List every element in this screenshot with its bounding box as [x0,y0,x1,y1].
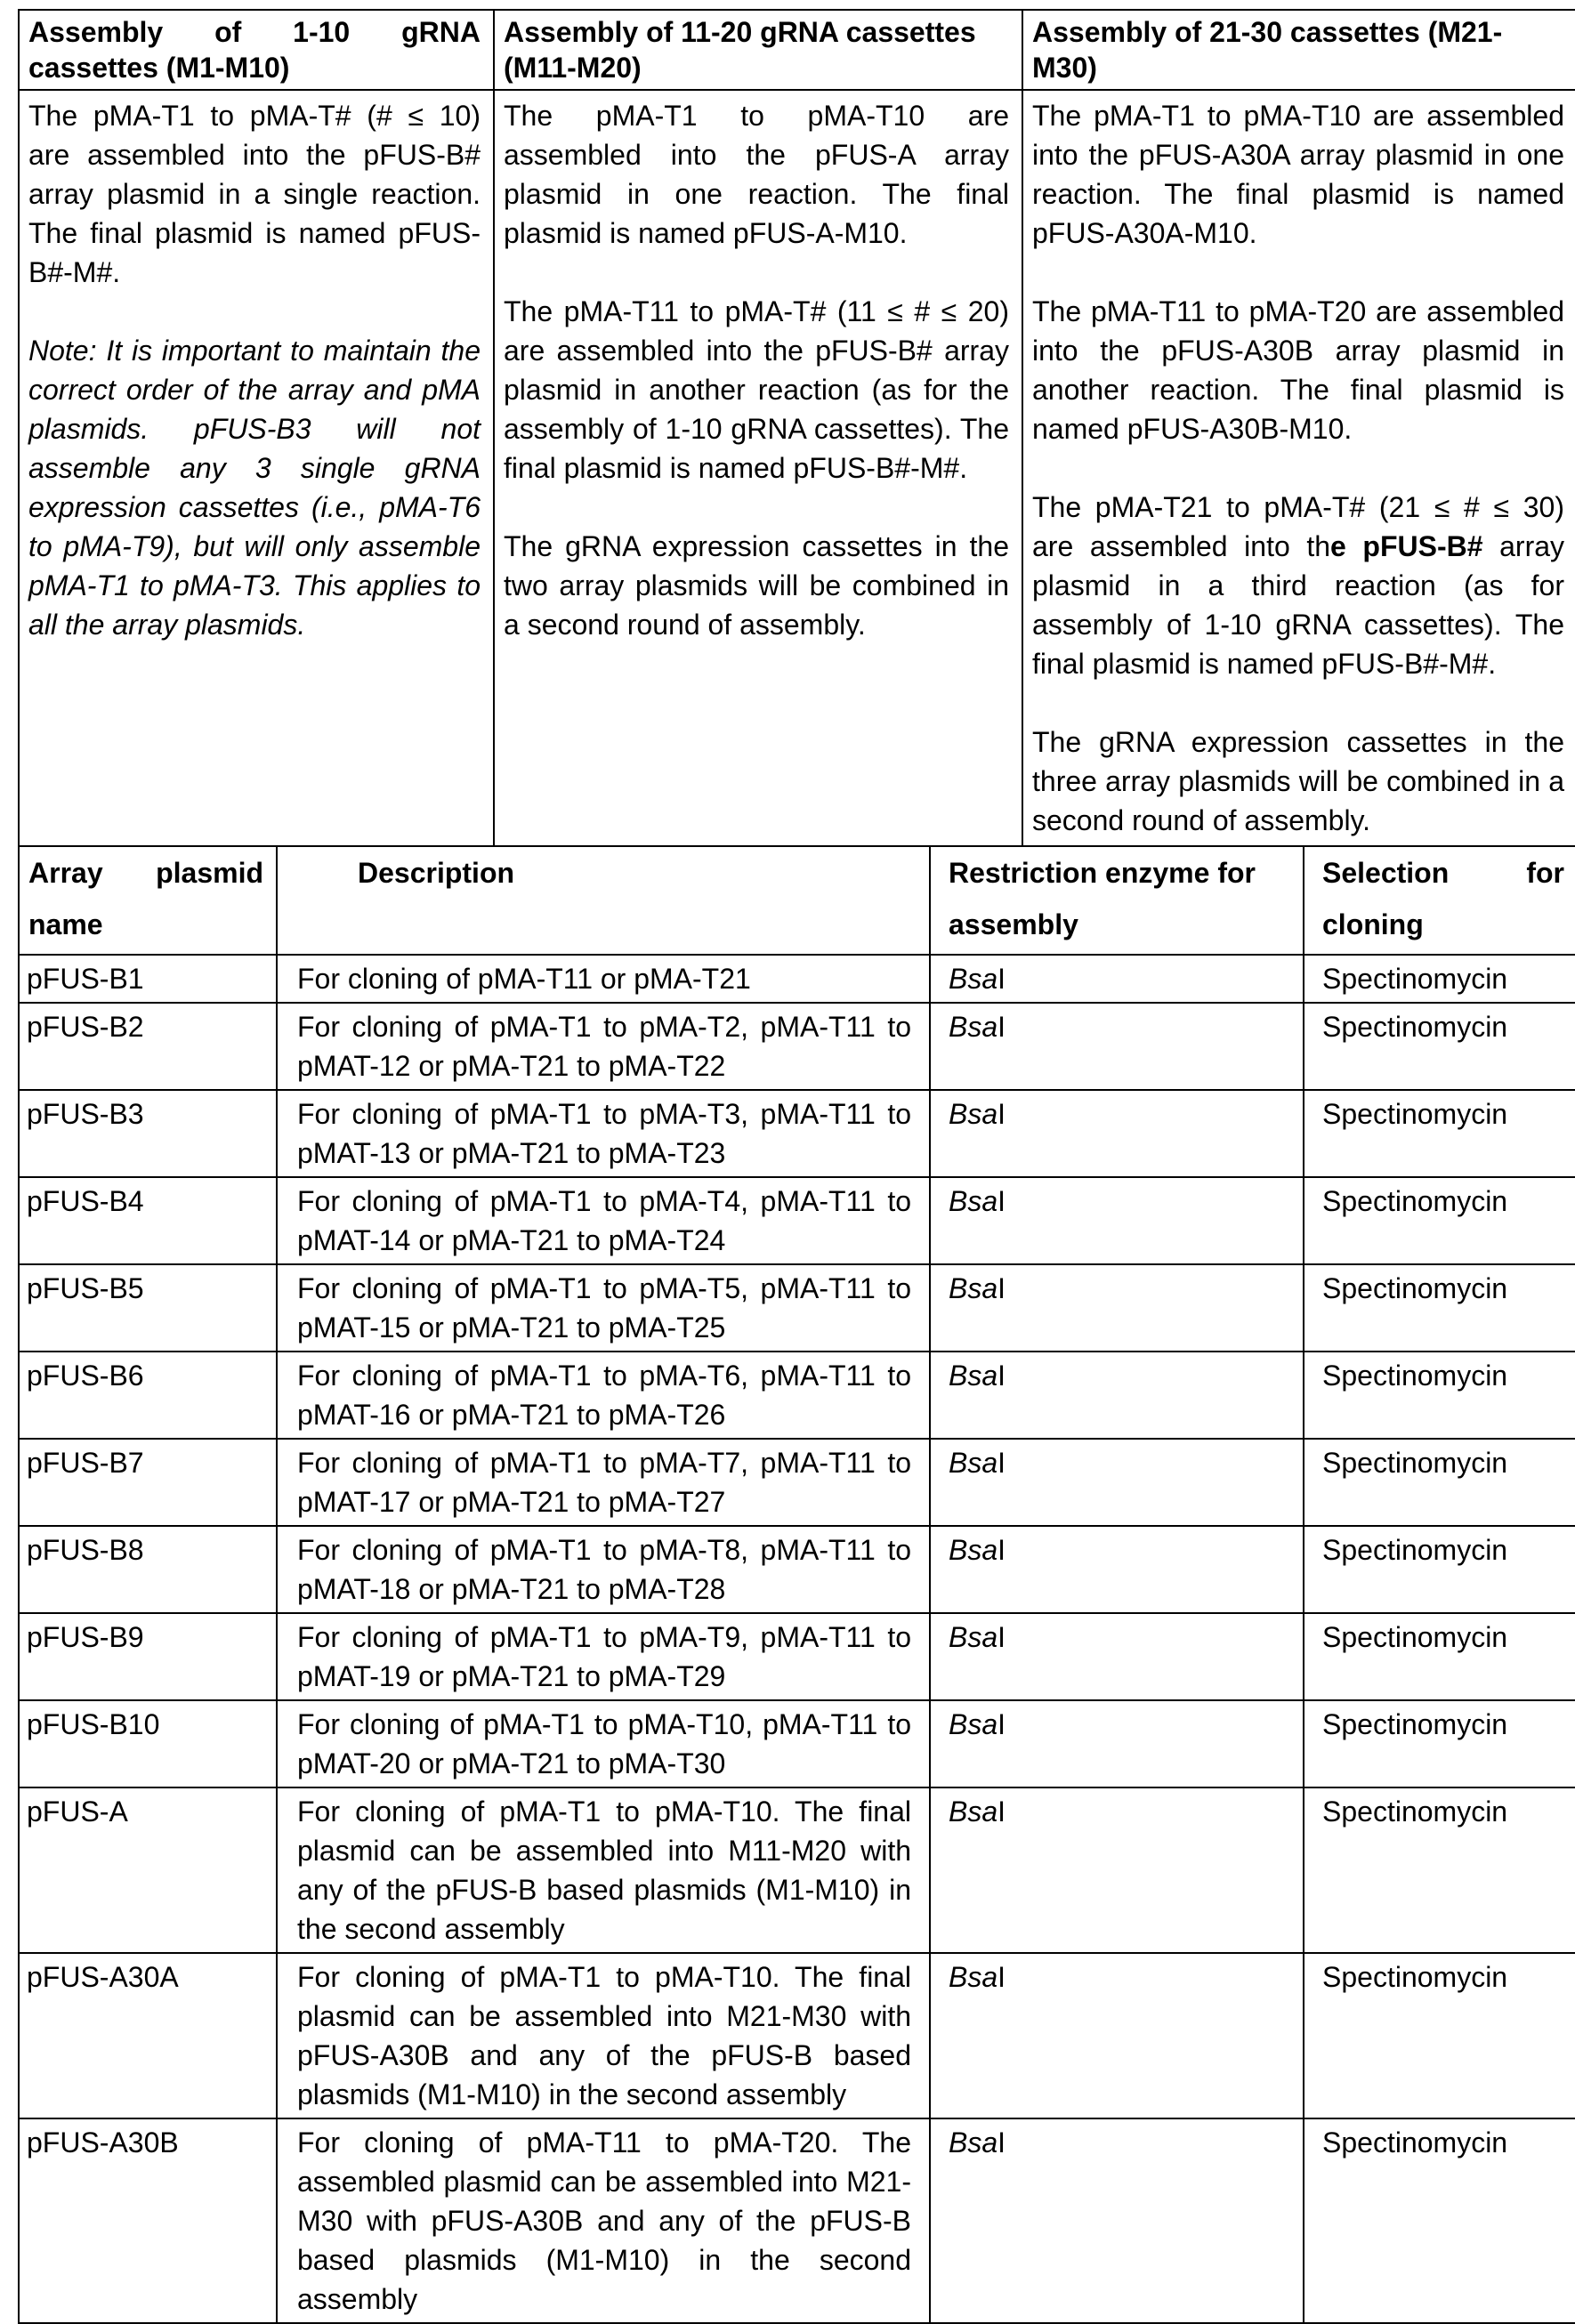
plasmid-description: For cloning of pMA-T11 or pMA-T21 [277,955,930,1003]
selection-marker: Spectinomycin [1304,1090,1575,1177]
paragraph: The pMA-T1 to pMA-T# (# ≤ 10) are assembled into the pFUS-B# array plasmid in a single reaction. The final plasmid is named pFUS-B#-M#. [28,100,481,288]
table-row [19,1953,1575,2118]
header-restriction-enzyme: Restriction enzyme for assembly [930,846,1304,955]
table-row [19,1352,1575,1439]
plasmid-description: For cloning of pMA-T1 to pMA-T5, pMA-T11 to pMAT-15 or pMA-T21 to pMA-T25 [277,1264,930,1352]
enzyme-suffix: I [998,1272,1006,1304]
plasmid-name: pFUS-A30B [19,2118,277,2323]
plasmid-description: For cloning of pMA-T1 to pMA-T4, pMA-T11 to pMAT-14 or pMA-T21 to pMA-T24 [277,1177,930,1264]
assembly-table [18,9,1575,847]
restriction-enzyme [930,1352,1304,1439]
restriction-enzyme [930,1177,1304,1264]
restriction-enzyme [930,1953,1304,2118]
plasmid-name: pFUS-B8 [19,1526,277,1613]
plasmid-name: pFUS-B3 [19,1090,277,1177]
plasmid-description: For cloning of pMA-T1 to pMA-T10, pMA-T11 to pMAT-20 or pMA-T21 to pMA-T30 [277,1700,930,1787]
table-row [19,1177,1575,1264]
enzyme-italic: Bsa [949,1534,998,1566]
assembly-cell-11-20 [494,90,1022,846]
selection-marker: Spectinomycin [1304,1352,1575,1439]
table-row [19,1439,1575,1526]
paragraph: The pMA-T1 to pMA-T10 are assembled into the pFUS-A30A array plasmid in one reaction. The final plasmid is named pFUS-A30A-M10. [1032,100,1564,249]
plasmid-description: For cloning of pMA-T1 to pMA-T10. The final plasmid can be assembled into M21-M30 with pFUS-A30B and any of the pFUS-B based plasmids (M1-M10) in the second assembly [277,1953,930,2118]
plasmid-name: pFUS-B5 [19,1264,277,1352]
header-description: Description [277,846,930,955]
plasmid-table [18,845,1575,2324]
paragraph: The gRNA expression cassettes in the three array plasmids will be combined in a second round of assembly. [1032,726,1564,836]
plasmid-description: For cloning of pMA-T1 to pMA-T2, pMA-T11 to pMAT-12 or pMA-T21 to pMA-T22 [277,1003,930,1090]
table-row [19,1264,1575,1352]
enzyme-italic: Bsa [949,1961,998,1993]
table-row [19,955,1575,1003]
enzyme-suffix: I [998,1621,1006,1653]
plasmid-header-row [19,846,1575,955]
selection-marker: Spectinomycin [1304,2118,1575,2323]
enzyme-suffix: I [998,1011,1006,1043]
paragraph: The gRNA expression cassettes in the two array plasmids will be combined in a second round of assembly. [504,530,1009,641]
restriction-enzyme [930,1439,1304,1526]
selection-marker: Spectinomycin [1304,1700,1575,1787]
plasmid-description: For cloning of pMA-T1 to pMA-T6, pMA-T11 to pMAT-16 or pMA-T21 to pMA-T26 [277,1352,930,1439]
enzyme-suffix: I [998,1961,1006,1993]
table-row [19,1700,1575,1787]
plasmid-name: pFUS-B6 [19,1352,277,1439]
plasmid-name: pFUS-B2 [19,1003,277,1090]
restriction-enzyme [930,1700,1304,1787]
selection-marker: Spectinomycin [1304,1953,1575,2118]
assembly-cell-21-30 [1022,90,1575,846]
enzyme-italic: Bsa [949,1621,998,1653]
plasmid-name: pFUS-A30A [19,1953,277,2118]
assembly-header-1-10: Assembly of 1-10 gRNA cassettes (M1-M10) [19,10,494,90]
assembly-body-row [19,90,1575,846]
paragraph [1032,488,1564,683]
header-array-plasmid-name: Array plasmid name [19,846,277,955]
restriction-enzyme [930,2118,1304,2323]
enzyme-suffix: I [998,1795,1006,1828]
restriction-enzyme [930,1526,1304,1613]
selection-marker: Spectinomycin [1304,1526,1575,1613]
plasmid-description: For cloning of pMA-T1 to pMA-T9, pMA-T11 to pMAT-19 or pMA-T21 to pMA-T29 [277,1613,930,1700]
restriction-enzyme [930,955,1304,1003]
enzyme-italic: Bsa [949,1098,998,1130]
plasmid-description: For cloning of pMA-T1 to pMA-T7, pMA-T11 to pMAT-17 or pMA-T21 to pMA-T27 [277,1439,930,1526]
enzyme-suffix: I [998,1360,1006,1392]
restriction-enzyme [930,1003,1304,1090]
plasmid-name: pFUS-B7 [19,1439,277,1526]
paragraph: The pMA-T11 to pMA-T20 are assembled into the pFUS-A30B array plasmid in another reaction. The final plasmid is named pFUS-A30B-M10. [1032,295,1564,445]
plasmid-description: For cloning of pMA-T1 to pMA-T10. The final plasmid can be assembled into M11-M20 with any of the pFUS-B based plasmids (M1-M10) in the second assembly [277,1787,930,1953]
enzyme-suffix: I [998,1447,1006,1479]
enzyme-italic: Bsa [949,1011,998,1043]
table-row [19,1003,1575,1090]
plasmid-description: For cloning of pMA-T1 to pMA-T8, pMA-T11 to pMAT-18 or pMA-T21 to pMA-T28 [277,1526,930,1613]
enzyme-suffix: I [998,1098,1006,1130]
selection-marker: Spectinomycin [1304,955,1575,1003]
enzyme-italic: Bsa [949,1795,998,1828]
assembly-cell-1-10 [19,90,494,846]
note-paragraph: Note: It is important to maintain the correct order of the array and pMA plasmids. pFUS-B3 will not assemble any 3 single gRNA expression cassettes (i.e., pMA-T6 to pMA-T9), but will only assemble pMA-T1 to pMA-T3. This applies to all the array plasmids. [28,335,481,641]
selection-marker: Spectinomycin [1304,1439,1575,1526]
enzyme-italic: Bsa [949,1272,998,1304]
enzyme-italic: Bsa [949,2126,998,2159]
assembly-header-row [19,10,1575,90]
enzyme-suffix: I [998,1534,1006,1566]
header-selection: Selection for cloning [1304,846,1575,955]
selection-marker: Spectinomycin [1304,1003,1575,1090]
plasmid-name: pFUS-B10 [19,1700,277,1787]
table-row [19,2118,1575,2323]
plasmid-description: For cloning of pMA-T11 to pMA-T20. The assembled plasmid can be assembled into M21-M30 with pFUS-A30B and any of the pFUS-B based plasmids (M1-M10) in the second assembly [277,2118,930,2323]
plasmid-name: pFUS-B4 [19,1177,277,1264]
table-row [19,1787,1575,1953]
paragraph: The pMA-T11 to pMA-T# (11 ≤ # ≤ 20) are assembled into the pFUS-B# array plasmid in another reaction (as for the assembly of 1-10 gRNA cassettes). The final plasmid is named pFUS-B#-M#. [504,295,1009,484]
enzyme-suffix: I [998,963,1006,995]
enzyme-suffix: I [998,1185,1006,1217]
restriction-enzyme [930,1787,1304,1953]
plasmid-name: pFUS-B9 [19,1613,277,1700]
plasmid-description: For cloning of pMA-T1 to pMA-T3, pMA-T11 to pMAT-13 or pMA-T21 to pMA-T23 [277,1090,930,1177]
plasmid-name: pFUS-B1 [19,955,277,1003]
plasmid-rows [19,955,1575,2323]
bold-text-run: e pFUS-B# [1330,530,1483,562]
assembly-header-11-20: Assembly of 11-20 gRNA cassettes (M11-M20) [494,10,1022,90]
enzyme-suffix: I [998,2126,1006,2159]
restriction-enzyme [930,1090,1304,1177]
restriction-enzyme [930,1613,1304,1700]
selection-marker: Spectinomycin [1304,1787,1575,1953]
assembly-header-21-30: Assembly of 21-30 cassettes (M21-M30) [1022,10,1575,90]
selection-marker: Spectinomycin [1304,1264,1575,1352]
selection-marker: Spectinomycin [1304,1177,1575,1264]
selection-marker: Spectinomycin [1304,1613,1575,1700]
enzyme-italic: Bsa [949,963,998,995]
restriction-enzyme [930,1264,1304,1352]
table-row [19,1526,1575,1613]
text-run: array plasmid in a third reaction (as for assembly of 1-10 gRNA cassettes). The final plasmid is named pFUS-B#-M#. [1032,530,1565,680]
enzyme-italic: Bsa [949,1447,998,1479]
enzyme-italic: Bsa [949,1708,998,1740]
table-row [19,1090,1575,1177]
paragraph: The pMA-T1 to pMA-T10 are assembled into the pFUS-A array plasmid in one reaction. The final plasmid is named pFUS-A-M10. [504,100,1009,249]
table-row [19,1613,1575,1700]
enzyme-suffix: I [998,1708,1006,1740]
plasmid-name: pFUS-A [19,1787,277,1953]
enzyme-italic: Bsa [949,1185,998,1217]
document-page [18,9,1575,2324]
text-run: The pMA-T21 to pMA-T# (21 ≤ # ≤ 30) are assembled into th [1032,491,1564,562]
enzyme-italic: Bsa [949,1360,998,1392]
